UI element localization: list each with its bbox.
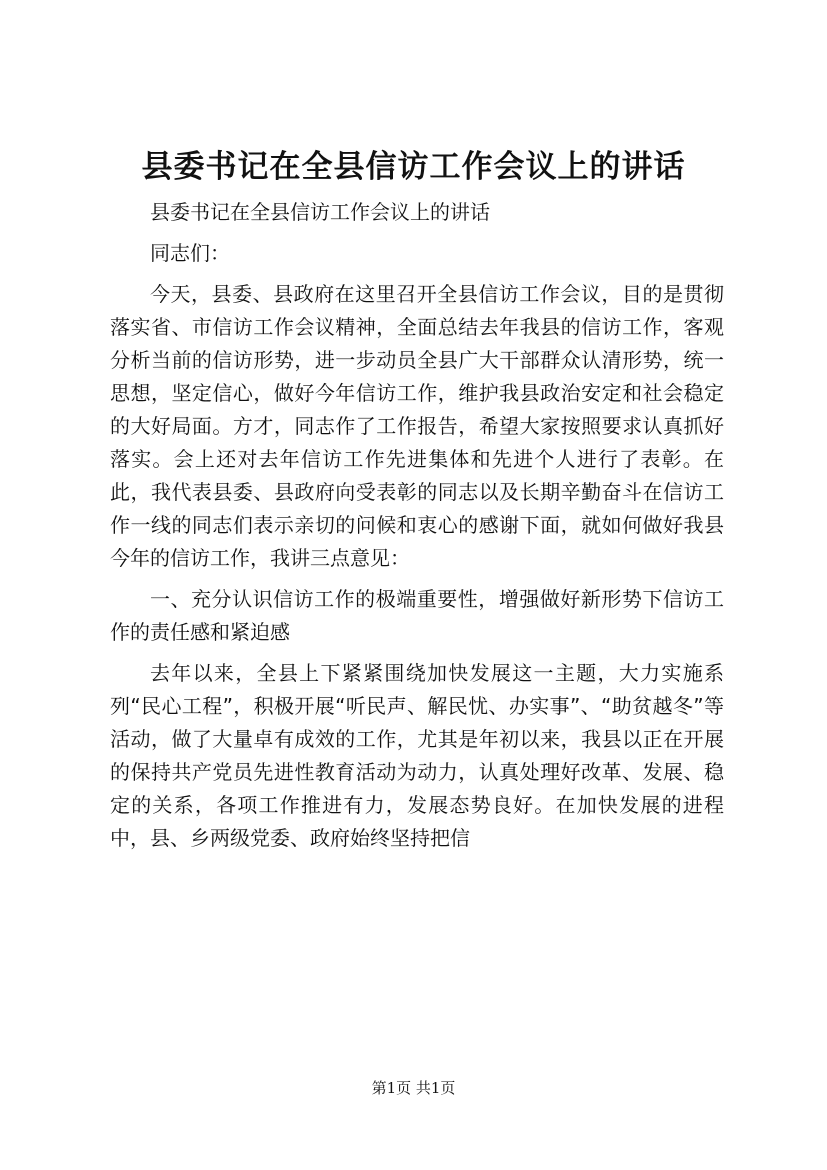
document-body: [110, 196, 724, 863]
document-title: 县委书记在全县信访工作会议上的讲话: [141, 149, 686, 185]
page-footer: 第1页 共1页: [371, 1079, 456, 1097]
intro-paragraph: 今天，县委、县政府在这里召开全县信访工作会议，目的是贯彻落实省、市信访工作会议精神，全面总结去年我县的信访工作，客观分析当前的信访形势，进一步动员全县广大干部群众认清形势，统一思想，坚定信心，做好今年信访工作，维护我县政治安定和社会稳定的大好局面。方才，同志作了工作报告，希望大家按照要求认真抓好落实。会上还对去年信访工作先进集体和先进个人进行了表彰。在此，我代表县委、县政府向受表彰的同志以及长期辛勤奋斗在信访工作一线的同志们表示亲切的问候和衷心的感谢下面，就如何做好我县今年的信访工作，我讲三点意见：: [110, 282, 724, 570]
salutation-paragraph: 同志们：: [150, 241, 230, 265]
body-paragraph: 去年以来，全县上下紧紧围绕加快发展这一主题，大力实施系列“民心工程”，积极开展“听民声、解民忧、办实事”、“助贫越冬”等活动，做了大量卓有成效的工作，尤其是年初以来，我县以正在开展的保持共产党员先进性教育活动为动力，认真处理好改革、发展、稳定的关系，各项工作推进有力，发展态势良好。在加快发展的进程中，县、乡两级党委、政府始终坚持把信: [110, 661, 724, 850]
subtitle-paragraph: 县委书记在全县信访工作会议上的讲话: [150, 200, 490, 224]
section-heading-paragraph: 一、充分认识信访工作的极端重要性，增强做好新形势下信访工作的责任感和紧迫感: [110, 587, 724, 644]
